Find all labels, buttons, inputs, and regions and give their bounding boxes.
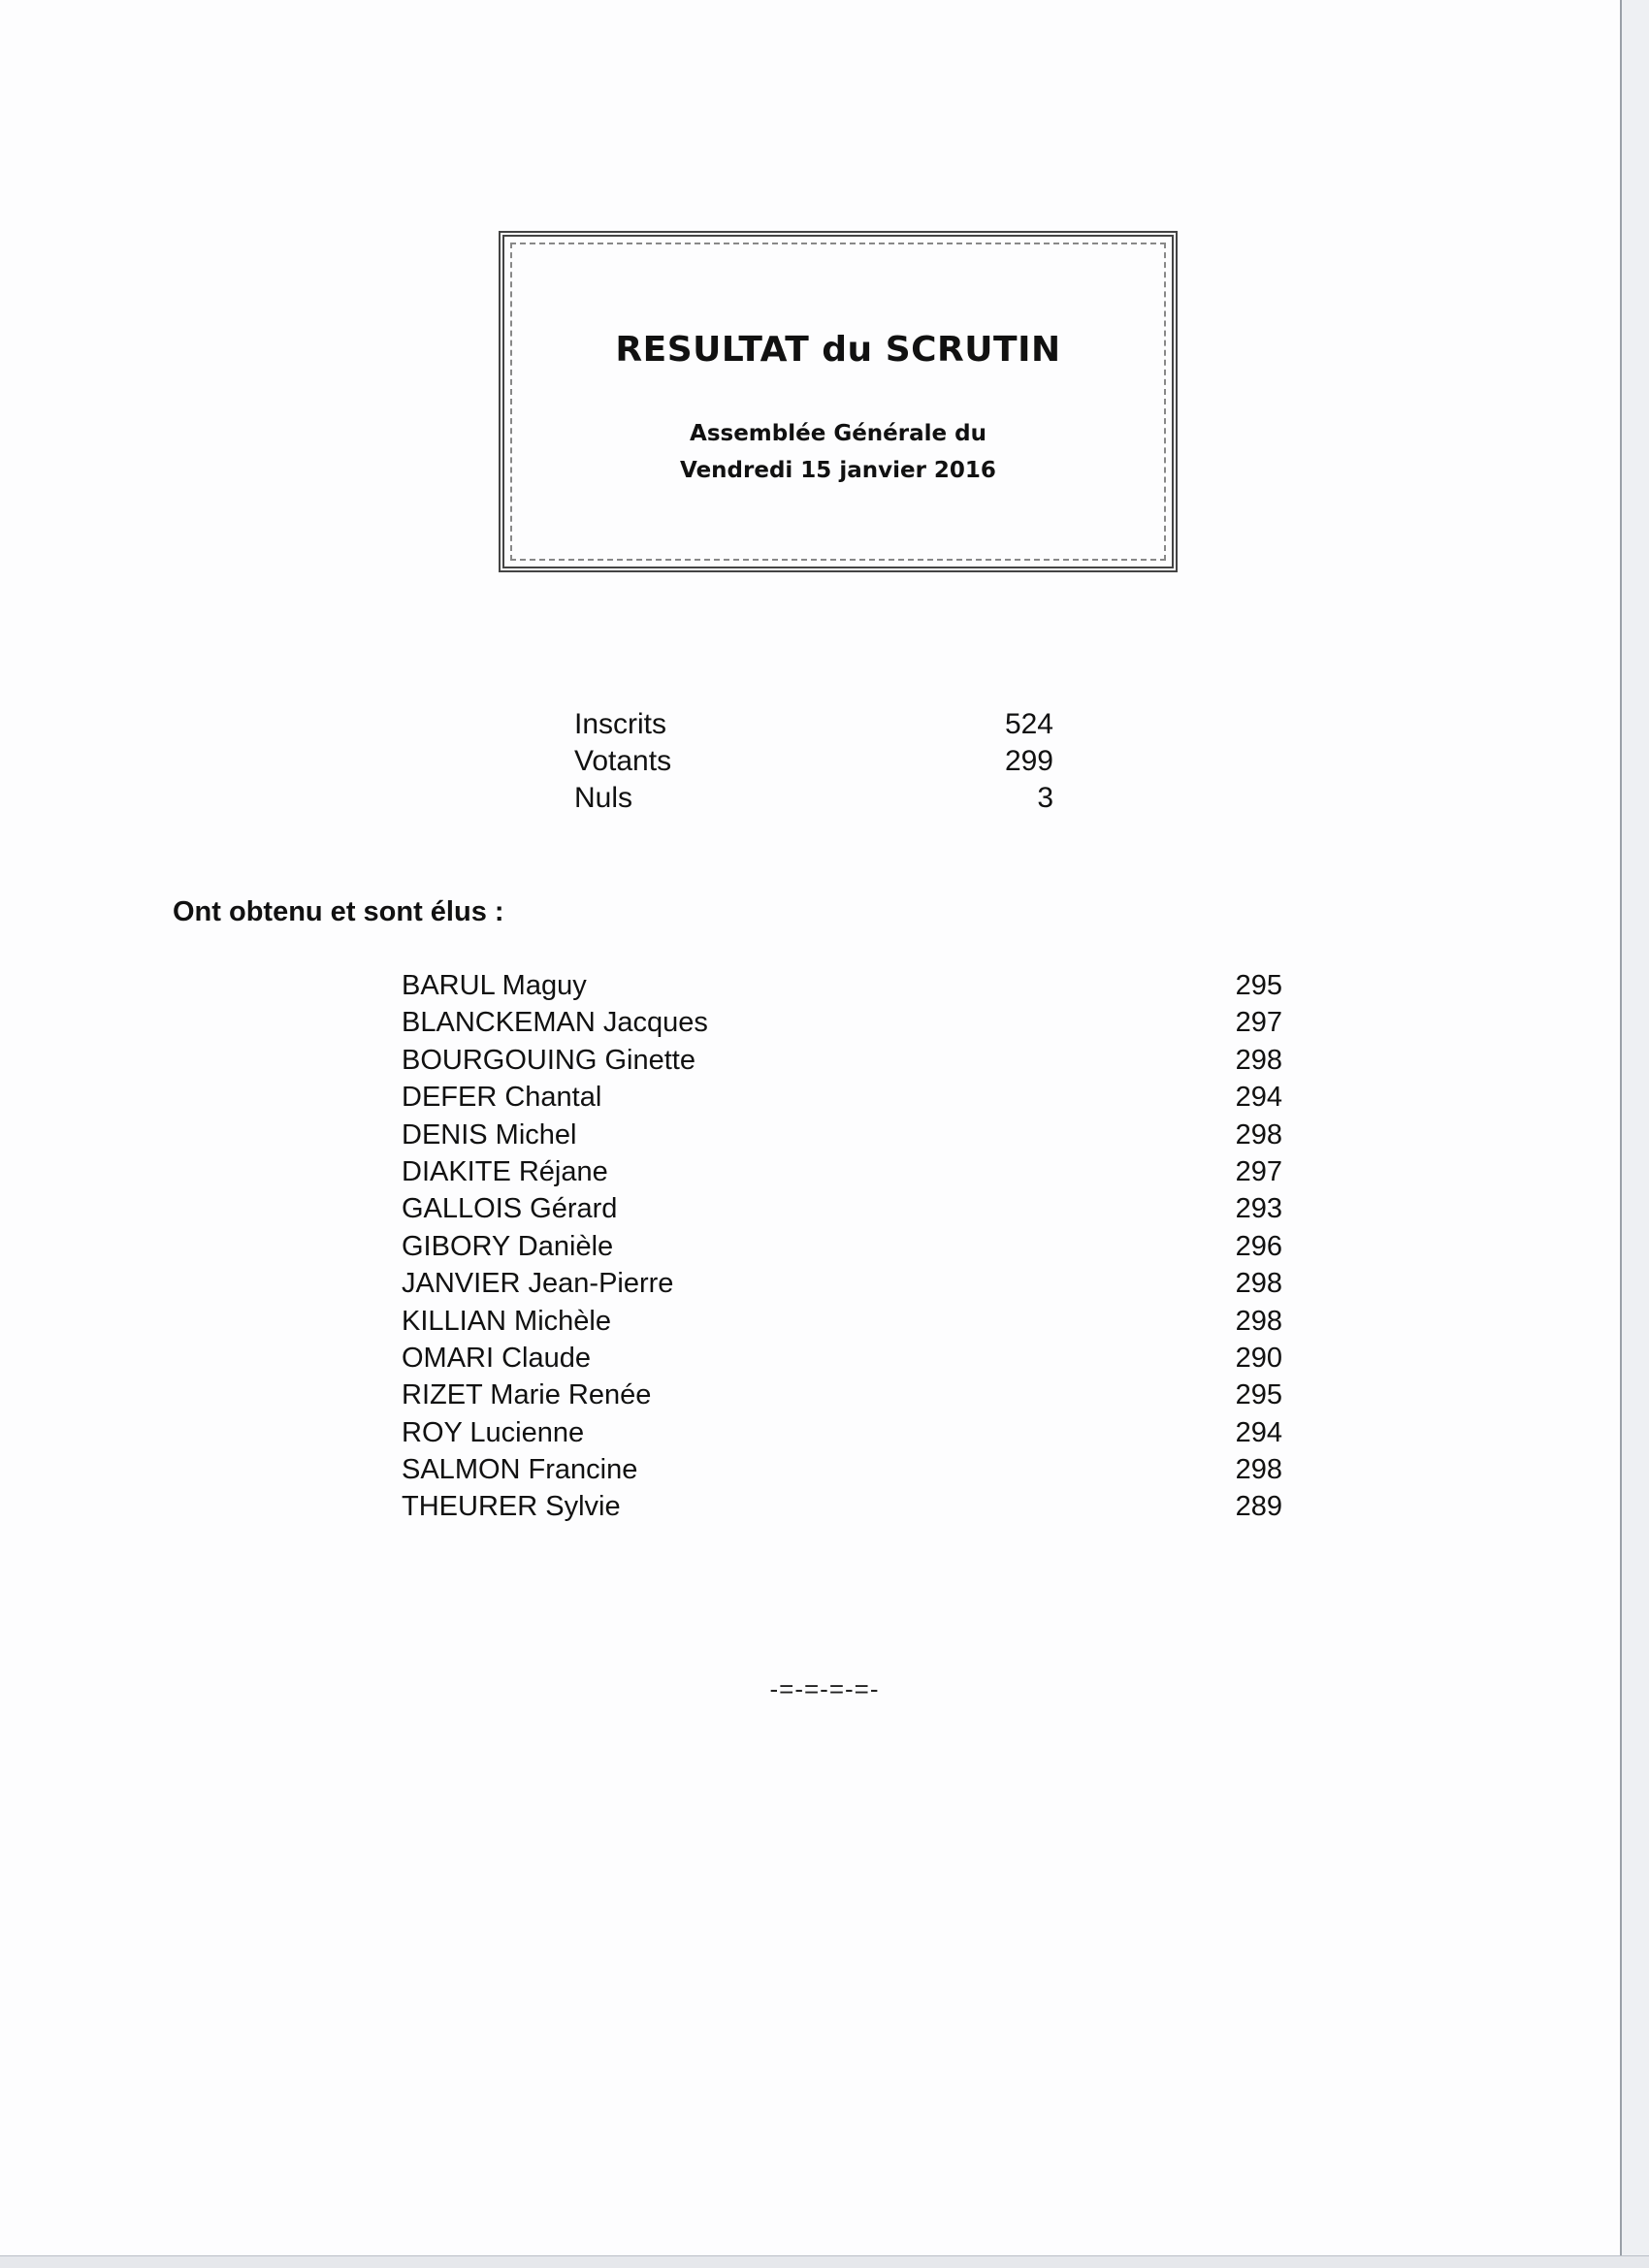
stat-value: 299 — [1004, 745, 1053, 777]
result-row — [402, 1153, 1282, 1190]
result-row — [402, 1377, 1282, 1413]
result-row — [402, 1117, 1282, 1153]
result-row — [402, 1488, 1282, 1525]
candidate-votes: 298 — [1235, 1044, 1282, 1076]
candidate-votes: 295 — [1235, 970, 1282, 1001]
page-bottom-edge — [0, 2255, 1649, 2268]
candidate-name: OMARI Claude — [402, 1342, 592, 1374]
candidate-name: GALLOIS Gérard — [402, 1193, 618, 1225]
candidate-name: DIAKITE Réjane — [402, 1155, 608, 1187]
stat-row-votants — [574, 743, 1053, 780]
stat-value: 3 — [1037, 782, 1053, 814]
result-row — [402, 1451, 1282, 1488]
candidate-name: RIZET Marie Renée — [402, 1379, 652, 1411]
result-row — [402, 1340, 1282, 1377]
meeting-name: Assemblée Générale du — [690, 421, 986, 446]
result-row — [402, 1004, 1282, 1041]
candidate-votes: 293 — [1235, 1193, 1282, 1225]
vote-statistics — [574, 706, 1053, 817]
results-list — [402, 967, 1282, 1526]
result-row — [402, 1265, 1282, 1302]
meeting-date: Vendredi 15 janvier 2016 — [680, 458, 996, 483]
candidate-name: ROY Lucienne — [402, 1416, 585, 1448]
stat-value: 524 — [1004, 708, 1053, 740]
candidate-votes: 290 — [1235, 1342, 1282, 1374]
candidate-votes: 298 — [1235, 1118, 1282, 1150]
candidate-votes: 296 — [1235, 1230, 1282, 1262]
candidate-name: GIBORY Danièle — [402, 1230, 614, 1262]
result-row — [402, 1079, 1282, 1116]
candidate-name: THEURER Sylvie — [402, 1491, 621, 1523]
candidate-votes: 298 — [1235, 1268, 1282, 1300]
candidate-votes: 297 — [1235, 1155, 1282, 1187]
candidate-votes: 289 — [1235, 1491, 1282, 1523]
title-frame — [499, 231, 1178, 572]
page-edge-line — [1620, 0, 1622, 2268]
candidate-votes: 295 — [1235, 1379, 1282, 1411]
candidate-votes: 298 — [1235, 1454, 1282, 1486]
stat-label: Inscrits — [574, 708, 667, 740]
page-right-margin — [1622, 0, 1649, 2268]
candidate-name: SALMON Francine — [402, 1454, 638, 1486]
stat-row-inscrits — [574, 706, 1053, 743]
result-row — [402, 1303, 1282, 1340]
candidate-name: BOURGOUING Ginette — [402, 1044, 695, 1076]
result-row — [402, 1190, 1282, 1227]
candidate-name: DENIS Michel — [402, 1118, 577, 1150]
candidate-name: BLANCKEMAN Jacques — [402, 1007, 708, 1039]
result-row — [402, 1228, 1282, 1265]
candidate-name: KILLIAN Michèle — [402, 1305, 611, 1337]
stat-label: Votants — [574, 745, 672, 777]
candidate-votes: 294 — [1235, 1082, 1282, 1114]
result-row — [402, 1042, 1282, 1079]
candidate-name: JANVIER Jean-Pierre — [402, 1268, 674, 1300]
candidate-votes: 294 — [1235, 1416, 1282, 1448]
candidate-name: DEFER Chantal — [402, 1082, 602, 1114]
candidate-votes: 298 — [1235, 1305, 1282, 1337]
result-row — [402, 967, 1282, 1004]
candidate-name: BARUL Maguy — [402, 970, 587, 1001]
elected-heading: Ont obtenu et sont élus : — [173, 896, 504, 927]
end-separator: -=-=-=-=- — [769, 1674, 880, 1703]
candidate-votes: 297 — [1235, 1007, 1282, 1039]
stat-row-nuls — [574, 780, 1053, 817]
result-row — [402, 1414, 1282, 1451]
stat-label: Nuls — [574, 782, 633, 814]
document-title: RESULTAT du SCRUTIN — [615, 330, 1061, 370]
